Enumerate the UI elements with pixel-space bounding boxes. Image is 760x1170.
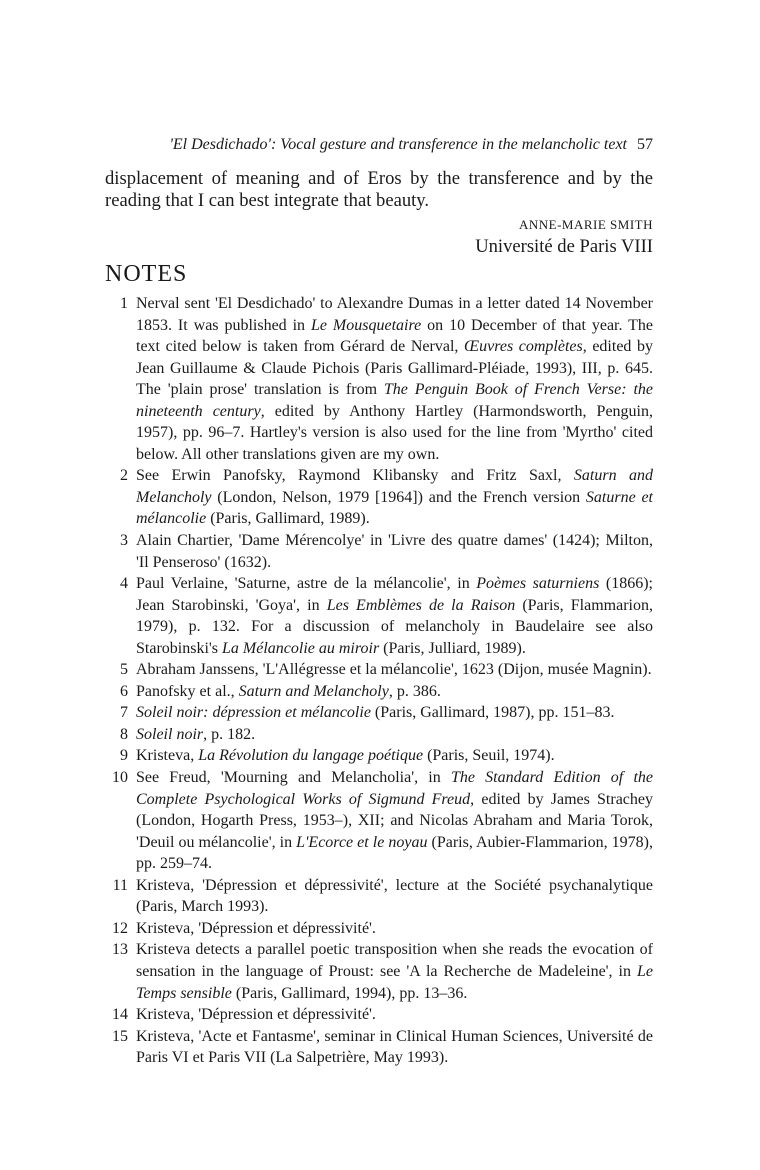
- note-italic-title: Le Temps sensible: [136, 962, 653, 1002]
- note-text: [136, 573, 653, 659]
- note-text-run: Alain Chartier, 'Dame Mérencolye' in 'Livre des quatre dames' (1424); Milton, 'Il Penseroso' (1632).: [136, 532, 653, 571]
- note-italic-title: La Mélancolie au miroir: [222, 639, 380, 657]
- note-text-run: (1866); Jean Starobinski, 'Goya', in: [136, 575, 653, 614]
- author-name: ANNE-MARIE SMITH: [518, 217, 653, 232]
- note-item: [98, 659, 653, 681]
- note-text-run: Paul Verlaine, 'Saturne, astre de la mélancolie', in: [136, 575, 477, 593]
- note-text: [136, 939, 653, 1004]
- note-text-run: Panofsky et al.,: [136, 682, 239, 700]
- note-text-run: , edited by Anthony Hartley (Harmondsworth, Penguin, 1957), pp. 96–7. Hartley's version is also used for the line from 'Myrtho' cited below. All other translations given are my own.: [136, 402, 653, 463]
- note-text: [136, 724, 653, 746]
- note-italic-title: Œuvres complètes: [464, 338, 583, 356]
- note-text: [136, 530, 653, 573]
- running-head: [105, 135, 653, 155]
- note-item: [98, 939, 653, 1004]
- note-number: 14: [112, 1006, 128, 1024]
- note-number: 10: [112, 769, 128, 787]
- note-number: 1: [120, 295, 128, 312]
- running-head-title: 'El Desdichado': Vocal gesture and transference in the melancholic text: [169, 136, 627, 153]
- note-text: [136, 745, 653, 767]
- note-number: 5: [120, 661, 128, 679]
- note-item: [98, 293, 653, 465]
- note-item: [98, 573, 653, 659]
- note-number: 13: [112, 941, 128, 959]
- note-text-run: (Paris, Seuil, 1974).: [423, 747, 555, 765]
- note-text-run: Nerval sent 'El Desdichado' to Alexandre Dumas in a letter dated 14 November 1853. It was published in: [136, 295, 653, 334]
- note-text-run: Kristeva, 'Acte et Fantasme', seminar in Clinical Human Sciences, Université de Paris VI et Paris VII (La Salpetrière, May 1993).: [136, 1027, 653, 1067]
- note-text-run: Abraham Janssens, 'L'Allégresse et la mélancolie', 1623 (Dijon, musée Magnin).: [136, 661, 652, 679]
- note-item: [98, 702, 653, 724]
- note-text: [136, 1026, 653, 1069]
- note-italic-title: Saturn and Melancholy: [238, 682, 389, 700]
- note-italic-title: Soleil noir: [136, 725, 204, 743]
- note-text: [136, 659, 653, 681]
- note-text-run: (Paris, Gallimard, 1987), pp. 151–83.: [370, 704, 615, 722]
- note-text: [136, 918, 653, 940]
- note-number: 4: [120, 575, 128, 593]
- notes-heading: NOTES: [105, 261, 188, 287]
- note-item: [98, 1004, 653, 1026]
- note-text: [136, 702, 653, 724]
- note-italic-title: Le Mousquetaire: [310, 316, 422, 334]
- note-number: 9: [120, 747, 128, 765]
- note-italic-title: Saturn and Melancholy: [136, 467, 654, 506]
- note-italic-title: Soleil noir: dépression et mélancolie: [136, 704, 371, 722]
- note-number: 3: [120, 532, 128, 550]
- note-text: [136, 465, 653, 530]
- note-number: 11: [112, 876, 128, 894]
- note-text: [136, 1004, 653, 1026]
- note-italic-title: L'Ecorce et le noyau: [296, 833, 428, 851]
- note-number: 15: [112, 1027, 128, 1045]
- note-text-run: Kristeva, 'Dépression et dépressivité', lecture at the Société psychanalytique (Paris, March 1993).: [136, 876, 653, 916]
- note-italic-title: The Standard Edition of the Complete Psychological Works of Sigmund Freud: [136, 769, 653, 808]
- signature-block: [105, 215, 653, 259]
- note-text: [136, 875, 653, 918]
- note-italic-title: Les Emblèmes de la Raison: [326, 596, 516, 614]
- note-text: [136, 767, 653, 875]
- note-text-run: , p. 182.: [203, 725, 256, 743]
- note-number: 7: [120, 704, 128, 722]
- note-text-run: See Erwin Panofsky, Raymond Klibansky and Fritz Saxl,: [136, 467, 574, 485]
- note-text-run: Kristeva, 'Dépression et dépressivité'.: [136, 919, 376, 937]
- note-italic-title: Poèmes saturniens: [476, 575, 600, 593]
- note-text-run: on 10 December of that year. The text cited below is taken from Gérard de Nerval,: [136, 316, 654, 356]
- note-item: [98, 745, 653, 767]
- note-item: [98, 1026, 653, 1069]
- note-number: 2: [120, 467, 128, 485]
- author-affiliation: Université de Paris VIII: [475, 236, 653, 257]
- note-text: [136, 293, 653, 465]
- note-text-run: Kristeva, 'Dépression et dépressivité'.: [136, 1006, 376, 1024]
- note-item: [98, 465, 653, 530]
- page-number: 57: [637, 136, 653, 153]
- note-text-run: Kristeva detects a parallel poetic transposition when she reads the evocation of sensation in the language of Proust: see 'A la Recherche de Madeleine', in: [136, 941, 653, 980]
- note-italic-title: Saturne et mélancolie: [136, 488, 653, 528]
- note-item: [98, 918, 653, 940]
- note-item: [98, 681, 653, 703]
- note-number: 6: [120, 682, 128, 700]
- note-text-run: , p. 386.: [388, 682, 441, 700]
- note-text-run: (Paris, Aubier-Flammarion, 1978), pp. 259–74.: [136, 833, 653, 873]
- note-text-run: , edited by James Strachey (London, Hogarth Press, 1953–), XII; and Nicolas Abraham and Maria Torok, 'Deuil ou mélancolie', in: [136, 790, 654, 851]
- notes-list: [98, 293, 653, 1069]
- note-item: [98, 875, 653, 918]
- note-item: [98, 767, 653, 875]
- note-text-run: See Freud, 'Mourning and Melancholia', in: [136, 769, 451, 787]
- note-text-run: (Paris, Flammarion, 1979), p. 132. For a discussion of melancholy in Baudelaire see also Starobinski's: [136, 596, 653, 657]
- note-text-run: (Paris, Julliard, 1989).: [379, 639, 526, 657]
- note-text: [136, 681, 653, 703]
- body-paragraph: displacement of meaning and of Eros by the transference and by the reading that I can best integrate that beauty.: [105, 168, 653, 211]
- note-item: [98, 724, 653, 746]
- note-number: 12: [112, 919, 128, 937]
- note-item: [98, 530, 653, 573]
- note-text-run: (Paris, Gallimard, 1994), pp. 13–36.: [231, 984, 468, 1002]
- note-number: 8: [120, 725, 128, 743]
- note-text-run: (London, Nelson, 1979 [1964]) and the French version: [211, 488, 586, 506]
- note-text-run: Kristeva,: [136, 747, 199, 765]
- note-italic-title: The Penguin Book of French Verse: the nineteenth century: [136, 381, 653, 420]
- note-italic-title: La Révolution du langage poétique: [198, 747, 424, 765]
- note-text-run: (Paris, Gallimard, 1989).: [206, 510, 370, 528]
- note-text-run: , edited by Jean Guillaume & Claude Pichois (Paris Gallimard-Pléiade, 1993), III, p. 645. The 'plain prose' translation is from: [136, 338, 654, 399]
